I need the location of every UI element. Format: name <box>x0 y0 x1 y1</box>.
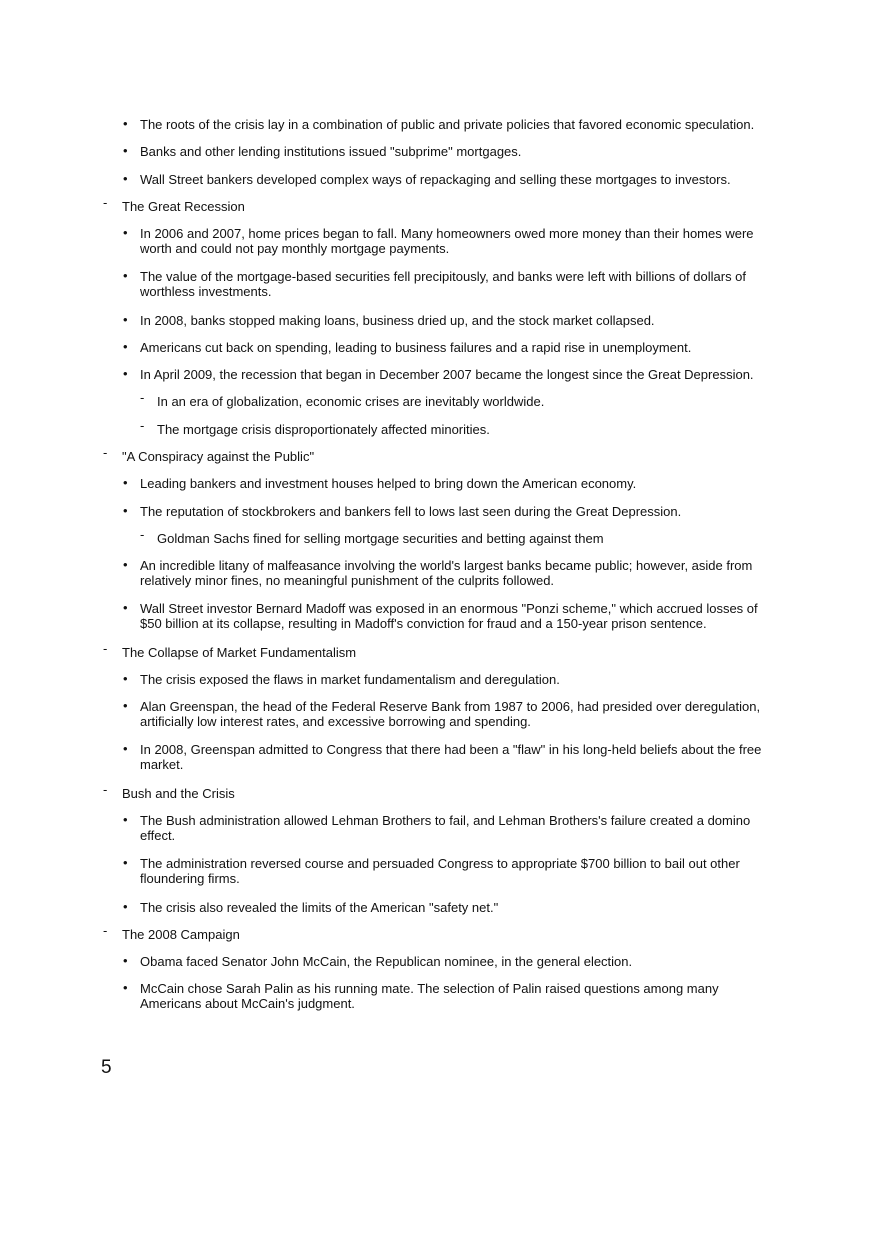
bullet-marker: • <box>123 980 128 995</box>
sub-item <box>140 418 762 437</box>
dash-marker: - <box>140 418 145 433</box>
bullet-marker: • <box>123 339 128 354</box>
item-text: The crisis exposed the flaws in market fundamentalism and deregulation. <box>140 672 560 687</box>
bullet-item <box>123 312 765 328</box>
item-text: The crisis also revealed the limits of the American "safety net." <box>140 900 499 915</box>
item-text: The 2008 Campaign <box>122 927 240 942</box>
bullet-item <box>123 812 765 843</box>
item-text: Leading bankers and investment houses helped to bring down the American economy. <box>140 476 637 491</box>
bullet-item <box>123 503 765 519</box>
section-heading <box>103 923 762 942</box>
dash-marker: - <box>103 923 108 938</box>
bullet-item <box>123 171 765 187</box>
bullet-item <box>123 899 765 915</box>
item-text: In April 2009, the recession that began in December 2007 became the longest since the Great Depression. <box>140 367 754 382</box>
item-text: An incredible litany of malfeasance involving the world's largest banks became public; however, aside from relatively minor fines, no meaningful punishment of the culprits followed. <box>140 558 753 588</box>
bullet-marker: • <box>123 953 128 968</box>
item-text: Americans cut back on spending, leading to business failures and a rapid rise in unemployment. <box>140 340 692 355</box>
item-text: The Collapse of Market Fundamentalism <box>122 645 357 660</box>
item-text: The Great Recession <box>122 199 245 214</box>
bullet-marker: • <box>123 741 128 756</box>
item-text: The reputation of stockbrokers and bankers fell to lows last seen during the Great Depression. <box>140 504 682 519</box>
bullet-marker: • <box>123 475 128 490</box>
item-text: The mortgage crisis disproportionately affected minorities. <box>157 422 490 437</box>
item-text: Bush and the Crisis <box>122 786 235 801</box>
item-text: Wall Street bankers developed complex ways of repackaging and selling these mortgages to investors. <box>140 172 731 187</box>
item-text: "A Conspiracy against the Public" <box>122 449 315 464</box>
bullet-item <box>123 225 765 256</box>
item-text: The roots of the crisis lay in a combination of public and private policies that favored economic speculation. <box>140 117 755 132</box>
bullet-item <box>123 339 765 355</box>
bullet-item <box>123 600 765 631</box>
bullet-marker: • <box>123 171 128 186</box>
bullet-item <box>123 671 765 687</box>
bullet-marker: • <box>123 557 128 572</box>
item-text: Banks and other lending institutions issued "subprime" mortgages. <box>140 144 522 159</box>
dash-marker: - <box>140 390 145 405</box>
bullet-marker: • <box>123 698 128 713</box>
bullet-marker: • <box>123 268 128 283</box>
bullet-item <box>123 557 765 588</box>
section-heading <box>103 195 762 214</box>
bullet-item <box>123 366 765 382</box>
bullet-marker: • <box>123 503 128 518</box>
bullet-marker: • <box>123 225 128 240</box>
bullet-item <box>123 143 765 159</box>
sub-item <box>140 390 762 409</box>
bullet-marker: • <box>123 366 128 381</box>
section-heading <box>103 782 762 801</box>
item-text: In an era of globalization, economic crises are inevitably worldwide. <box>157 394 545 409</box>
bullet-item <box>123 475 765 491</box>
bullet-item <box>123 980 765 1011</box>
bullet-marker: • <box>123 312 128 327</box>
bullet-item <box>123 698 765 729</box>
bullet-marker: • <box>123 600 128 615</box>
item-text: In 2006 and 2007, home prices began to fall. Many homeowners owed more money than their homes were worth and could not pay monthly mortgage payments. <box>140 226 754 256</box>
section-heading <box>103 641 762 660</box>
item-text: Goldman Sachs fined for selling mortgage securities and betting against them <box>157 531 604 546</box>
item-text: The administration reversed course and persuaded Congress to appropriate $700 billion to bail out other floundering firms. <box>140 856 740 886</box>
bullet-marker: • <box>123 116 128 131</box>
bullet-marker: • <box>123 671 128 686</box>
dash-marker: - <box>103 641 108 656</box>
item-text: In 2008, banks stopped making loans, business dried up, and the stock market collapsed. <box>140 313 655 328</box>
dash-marker: - <box>103 195 108 210</box>
item-text: McCain chose Sarah Palin as his running mate. The selection of Palin raised questions among many Americans about McCain's judgment. <box>140 981 719 1011</box>
bullet-item <box>123 741 765 772</box>
bullet-marker: • <box>123 143 128 158</box>
bullet-item <box>123 268 765 299</box>
bullet-marker: • <box>123 899 128 914</box>
bullet-marker: • <box>123 812 128 827</box>
dash-marker: - <box>140 527 145 542</box>
item-text: In 2008, Greenspan admitted to Congress that there had been a "flaw" in his long-held beliefs about the free market. <box>140 742 762 772</box>
bullet-item <box>123 116 765 132</box>
item-text: Alan Greenspan, the head of the Federal Reserve Bank from 1987 to 2006, had presided over deregulation, artificially low interest rates, and excessive borrowing and spending. <box>140 699 761 729</box>
section-heading <box>103 445 762 464</box>
dash-marker: - <box>103 782 108 797</box>
item-text: Wall Street investor Bernard Madoff was exposed in an enormous "Ponzi scheme," which accrued losses of $50 billion at its collapse, resulting in Madoff's conviction for fraud and a 150-year prison sentence. <box>140 601 758 631</box>
bullet-item <box>123 953 765 969</box>
sub-item <box>140 527 762 546</box>
bullet-item <box>123 855 765 886</box>
page-number: 5 <box>101 1057 112 1078</box>
bullet-marker: • <box>123 855 128 870</box>
dash-marker: - <box>103 445 108 460</box>
item-text: Obama faced Senator John McCain, the Republican nominee, in the general election. <box>140 954 633 969</box>
item-text: The value of the mortgage-based securities fell precipitously, and banks were left with billions of dollars of worthless investments. <box>140 269 747 299</box>
item-text: The Bush administration allowed Lehman Brothers to fail, and Lehman Brothers's failure created a domino effect. <box>140 813 751 843</box>
